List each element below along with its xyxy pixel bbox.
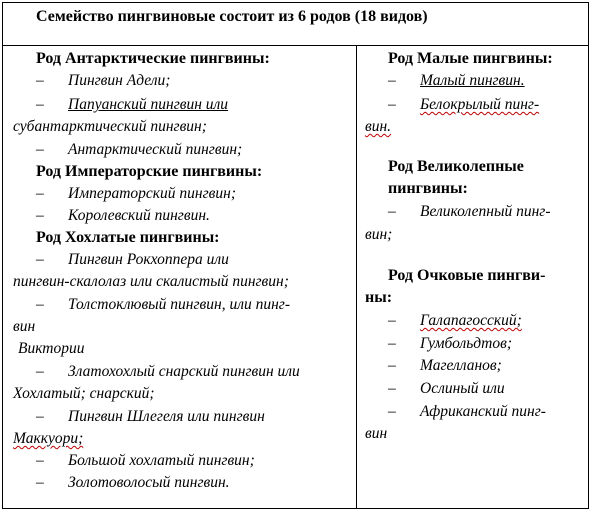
table-header <box>3 3 588 46</box>
species-fiordland-cont2: Виктории <box>18 340 85 357</box>
list-dash: – <box>388 403 396 420</box>
list-dash: – <box>36 363 44 380</box>
genus-yellow-eyed-title-cont: пингвины: <box>388 180 468 197</box>
genus-banded-title: Род Очковые пингви- <box>388 267 546 284</box>
species-emperor: Императорский пингвин; <box>68 185 236 202</box>
species-royal: Пингвин Шлегеля или пингвин <box>68 408 265 425</box>
species-rockhopper-cont: пингвин-скалолаз или скалистый пингвин; <box>13 273 289 290</box>
species-gentoo: Папуанский пингвин или <box>68 96 229 113</box>
table-title: Семейство пингвиновые состоит из 6 родов (18 видов) <box>36 8 428 25</box>
list-dash: – <box>36 251 44 268</box>
species-magellanic: Магелланов; <box>420 357 502 374</box>
species-gentoo-cont: субантарктический пингвин; <box>13 118 207 135</box>
list-dash: – <box>388 96 396 113</box>
species-yellow-eyed-cont: вин; <box>365 226 393 243</box>
genus-yellow-eyed-title: Род Великолепные <box>388 158 524 175</box>
list-dash: – <box>36 408 44 425</box>
species-macaroni: Золотоволосый пингвин. <box>68 474 230 491</box>
list-dash: – <box>36 141 44 158</box>
species-fiordland: Толстоклювый пингвин, или пинг- <box>68 296 290 313</box>
list-dash: – <box>388 335 396 352</box>
species-fiordland-cont: вин <box>13 318 36 335</box>
species-snares-cont: Хохлатый; снарский; <box>13 385 155 402</box>
list-dash: – <box>388 380 396 397</box>
species-jackass: Ослиный или <box>420 380 505 397</box>
species-white-flippered-cont: вин. <box>365 118 392 135</box>
list-dash: – <box>36 296 44 313</box>
genus-antarctic-title: Род Антарктические пингвины: <box>36 50 270 67</box>
species-little: Малый пингвин. <box>420 72 525 89</box>
genus-crested-title: Род Хохлатые пингвины: <box>36 229 220 246</box>
list-dash: – <box>36 185 44 202</box>
list-dash: – <box>388 357 396 374</box>
species-snares: Златохохлый снарский пингвин или <box>68 363 300 380</box>
species-african: Африканский пинг- <box>420 403 546 420</box>
species-galapagos: Галапагосский; <box>420 312 522 329</box>
list-dash: – <box>388 312 396 329</box>
list-dash: – <box>388 203 396 220</box>
species-chinstrap: Антарктический пингвин; <box>68 141 243 158</box>
species-adelie: Пингвин Адели; <box>68 72 171 89</box>
list-dash: – <box>388 72 396 89</box>
list-dash: – <box>36 207 44 224</box>
genus-banded-title-cont: ны: <box>365 289 393 306</box>
species-rockhopper: Пингвин Рокхоппера или <box>68 251 229 268</box>
list-dash: – <box>36 72 44 89</box>
species-erect-crested: Большой хохлатый пингвин; <box>68 452 255 469</box>
species-king: Королевский пингвин. <box>68 207 210 224</box>
species-humboldt: Гумбольдтов; <box>420 335 512 352</box>
species-yellow-eyed: Великолепный пинг- <box>420 203 551 220</box>
list-dash: – <box>36 474 44 491</box>
genus-little-title: Род Малые пингвины: <box>388 50 553 67</box>
species-royal-cont: Маккуори; <box>13 430 84 447</box>
list-dash: – <box>36 96 44 113</box>
species-white-flippered: Белокрылый пинг- <box>420 96 540 113</box>
column-divider <box>356 46 357 508</box>
species-african-cont: вин <box>365 425 388 442</box>
genus-emperor-title: Род Императорские пингвины: <box>36 163 263 180</box>
list-dash: – <box>36 452 44 469</box>
